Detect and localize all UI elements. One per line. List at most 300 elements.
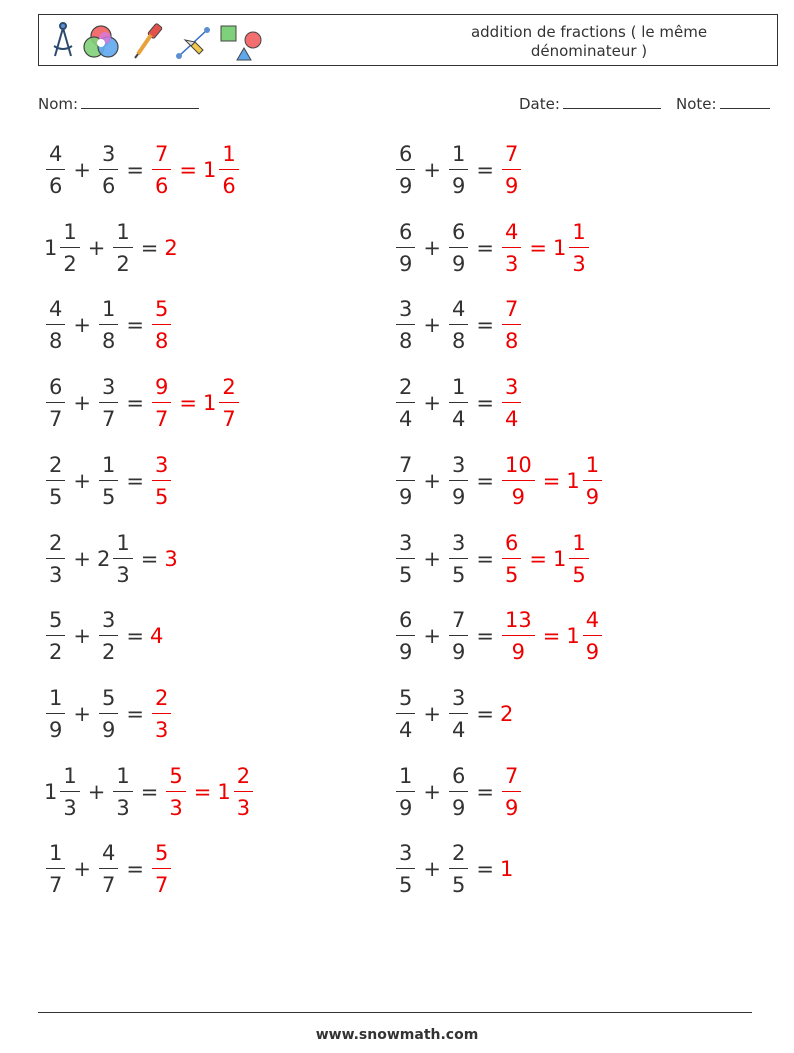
fraction-bar: [113, 791, 132, 792]
fraction: [569, 220, 588, 276]
fraction: [583, 608, 602, 664]
fraction-bar: [99, 169, 118, 170]
fraction-bar: [113, 247, 132, 248]
fraction-bar: [449, 480, 468, 481]
denominator: 5: [572, 562, 586, 587]
fraction-bar: [152, 868, 171, 869]
whole-number: 1: [217, 779, 231, 804]
plus-sign: +: [73, 158, 91, 182]
fraction: [152, 841, 171, 897]
plus-sign: +: [423, 313, 441, 338]
fraction-bar: [396, 791, 415, 792]
whole-number: 1: [552, 546, 567, 571]
numerator: 2: [49, 452, 63, 477]
numerator: 1: [222, 142, 236, 166]
denominator: 9: [49, 717, 63, 742]
denominator: 9: [511, 484, 526, 509]
fraction: [396, 531, 415, 587]
fraction-bar: [99, 868, 118, 869]
whole-number: 2: [96, 546, 111, 571]
numerator: 1: [116, 219, 130, 244]
fraction: [46, 297, 65, 353]
fraction: [166, 764, 185, 820]
fraction-bar: [46, 324, 65, 325]
fraction: [449, 841, 468, 897]
fraction-bar: [396, 558, 415, 559]
date-field[interactable]: [519, 94, 661, 113]
equals-sign: =: [126, 313, 144, 338]
denominator: 9: [451, 484, 466, 509]
plus-sign: +: [73, 701, 91, 726]
denominator: 9: [504, 174, 519, 198]
equals-sign: =: [476, 624, 494, 649]
numerator: 4: [49, 142, 63, 166]
equals-sign: =: [476, 235, 494, 260]
denominator: 4: [451, 407, 466, 432]
denominator: 3: [236, 795, 251, 820]
fraction-bar: [152, 402, 171, 403]
fraction: [502, 531, 521, 587]
numerator: 1: [116, 763, 130, 788]
plus-sign: +: [87, 779, 106, 804]
numerator: 1: [63, 763, 77, 788]
numerator: 7: [399, 452, 413, 477]
denominator: 7: [101, 407, 116, 432]
problem-row: [44, 836, 173, 902]
equals-sign: =: [126, 624, 144, 649]
fraction: [502, 453, 535, 509]
plus-sign: +: [423, 857, 441, 882]
fraction-bar: [502, 247, 521, 248]
fraction: [99, 297, 118, 353]
denominator: 3: [116, 795, 130, 820]
problem-row: [44, 370, 241, 436]
footer-url: www.snowmath.com: [315, 1027, 479, 1043]
fraction: [396, 764, 415, 820]
worksheet-header: [38, 14, 778, 66]
compass-icon: [54, 23, 72, 56]
numerator: 6: [399, 608, 413, 633]
denominator: 8: [504, 329, 519, 354]
denominator: 6: [49, 174, 63, 198]
fraction: [113, 220, 132, 276]
problem-row: [394, 215, 591, 281]
fraction: [46, 453, 65, 509]
denominator: 9: [101, 717, 116, 742]
fraction-bar: [449, 635, 468, 636]
numerator: 1: [63, 219, 77, 244]
fraction-bar: [502, 169, 521, 170]
fraction-bar: [449, 868, 468, 869]
fraction: [449, 297, 468, 353]
plus-sign: +: [87, 235, 106, 260]
numerator: 1: [399, 763, 413, 788]
vector-pen-icon: [176, 27, 210, 59]
problem-row: [44, 448, 173, 514]
plus-sign: +: [423, 546, 441, 571]
fraction: [152, 142, 171, 198]
denominator: 5: [451, 562, 466, 587]
fraction-bar: [46, 558, 65, 559]
denominator: 3: [572, 251, 586, 276]
equals-sign: =: [193, 779, 212, 804]
numerator: 5: [49, 608, 63, 633]
fraction-bar: [113, 558, 132, 559]
fraction-bar: [46, 868, 65, 869]
score-blank-line[interactable]: [720, 94, 770, 109]
fraction-bar: [583, 635, 602, 636]
worksheet-title: [419, 23, 759, 61]
fraction: [152, 453, 171, 509]
numerator: 3: [101, 142, 116, 166]
fraction-bar: [396, 247, 415, 248]
problem-row: [394, 292, 523, 358]
denominator: 5: [504, 562, 519, 587]
denominator: 8: [49, 329, 63, 354]
fraction-bar: [396, 868, 415, 869]
numerator: 6: [399, 219, 413, 244]
fraction: [449, 686, 468, 742]
problem-row: [394, 681, 513, 747]
equals-sign: =: [140, 546, 159, 571]
denominator: 9: [585, 484, 600, 509]
fraction: [99, 841, 118, 897]
equals-sign: =: [476, 391, 494, 416]
equals-sign: =: [140, 235, 159, 260]
problem-row: [44, 603, 163, 669]
fraction-bar: [219, 402, 238, 403]
numerator: 4: [451, 297, 466, 322]
denominator: 7: [49, 407, 63, 432]
answer-integer: 4: [149, 624, 164, 649]
shapes-icon: [221, 26, 261, 60]
name-field[interactable]: [38, 94, 199, 113]
fraction-bar: [502, 635, 535, 636]
equals-sign: =: [476, 779, 494, 804]
date-blank-line[interactable]: [563, 94, 661, 109]
fraction: [60, 220, 79, 276]
denominator: 8: [451, 329, 466, 354]
problem-row: [44, 215, 178, 281]
fraction-bar: [152, 480, 171, 481]
plus-sign: +: [423, 391, 441, 416]
fraction: [449, 220, 468, 276]
fraction-bar: [99, 402, 118, 403]
fraction-bar: [449, 169, 468, 170]
equals-sign: =: [140, 779, 159, 804]
title-line-1: addition de fractions ( le même: [470, 23, 708, 41]
fraction: [152, 297, 171, 353]
fraction-bar: [396, 169, 415, 170]
numerator: 3: [399, 297, 413, 322]
fraction-bar: [502, 480, 535, 481]
fraction: [99, 453, 118, 509]
name-blank-line[interactable]: [81, 94, 199, 109]
fraction-bar: [152, 169, 171, 170]
denominator: 9: [399, 174, 413, 198]
problem-row: [44, 292, 173, 358]
denominator: 9: [451, 795, 466, 820]
equals-sign: =: [529, 235, 547, 260]
plus-sign: +: [73, 546, 91, 571]
denominator: 9: [399, 251, 413, 276]
numerator: 10: [504, 452, 532, 477]
fraction: [396, 608, 415, 664]
denominator: 2: [101, 640, 116, 665]
numerator: 13: [504, 608, 532, 633]
fraction-bar: [152, 324, 171, 325]
score-label: Note:: [676, 95, 717, 113]
date-label: Date:: [519, 95, 560, 113]
numerator: 6: [504, 530, 519, 555]
denominator: 6: [101, 174, 116, 198]
denominator: 2: [49, 640, 63, 665]
plus-sign: +: [423, 468, 441, 493]
fraction-bar: [396, 402, 415, 403]
fraction-bar: [502, 558, 521, 559]
problem-row: [394, 759, 523, 825]
numerator: 4: [101, 841, 116, 866]
denominator: 9: [399, 795, 413, 820]
problem-row: [394, 526, 591, 592]
fraction: [502, 220, 521, 276]
fraction: [449, 764, 468, 820]
numerator: 1: [101, 452, 116, 477]
denominator: 8: [399, 329, 413, 354]
plus-sign: +: [73, 857, 91, 882]
fraction: [99, 375, 118, 431]
denominator: 5: [101, 484, 116, 509]
fraction: [396, 220, 415, 276]
equals-sign: =: [179, 158, 197, 182]
header-icon-strip: [45, 18, 285, 64]
score-field[interactable]: [676, 94, 770, 113]
equals-sign: =: [126, 158, 144, 182]
fraction: [46, 686, 65, 742]
numerator: 3: [451, 452, 466, 477]
fraction: [396, 453, 415, 509]
denominator: 5: [451, 873, 466, 898]
problem-row: [44, 526, 178, 592]
plus-sign: +: [73, 624, 91, 649]
denominator: 9: [451, 640, 466, 665]
fraction: [396, 142, 415, 198]
plus-sign: +: [423, 235, 441, 260]
denominator: 2: [116, 251, 130, 276]
fraction: [99, 142, 118, 198]
denominator: 9: [399, 640, 413, 665]
fraction: [396, 686, 415, 742]
numerator: 5: [399, 685, 413, 710]
plus-sign: +: [423, 158, 441, 182]
problem-row: [44, 759, 255, 825]
fraction: [449, 375, 468, 431]
answer-integer: 2: [164, 235, 178, 260]
fraction-bar: [152, 713, 171, 714]
fraction: [449, 142, 468, 198]
equals-sign: =: [179, 391, 197, 416]
numerator: 1: [116, 530, 130, 555]
fraction-bar: [99, 713, 118, 714]
fraction: [46, 608, 65, 664]
numerator: 1: [451, 142, 466, 166]
fraction-bar: [449, 791, 468, 792]
fraction-bar: [46, 713, 65, 714]
numerator: 5: [154, 297, 169, 322]
numerator: 5: [154, 841, 169, 866]
denominator: 5: [49, 484, 63, 509]
denominator: 3: [63, 795, 77, 820]
numerator: 3: [451, 685, 466, 710]
denominator: 7: [222, 407, 236, 432]
plus-sign: +: [423, 701, 441, 726]
numerator: 6: [451, 219, 466, 244]
numerator: 5: [169, 763, 183, 788]
equals-sign: =: [476, 546, 494, 571]
fraction-bar: [60, 247, 79, 248]
numerator: 1: [572, 530, 586, 555]
equals-sign: =: [476, 468, 494, 493]
fraction: [60, 764, 79, 820]
fraction: [502, 375, 521, 431]
numerator: 3: [399, 841, 413, 866]
equals-sign: =: [476, 158, 494, 182]
numerator: 3: [101, 375, 116, 400]
fraction-bar: [99, 324, 118, 325]
problem-row: [394, 448, 604, 514]
equals-sign: =: [476, 857, 494, 882]
fraction: [152, 686, 171, 742]
footer-divider: [38, 1012, 752, 1013]
whole-number: 1: [202, 391, 217, 416]
fraction: [396, 841, 415, 897]
whole-number: 1: [552, 235, 567, 260]
equals-sign: =: [476, 701, 494, 726]
numerator: 3: [154, 452, 169, 477]
numerator: 7: [504, 297, 519, 322]
equals-sign: =: [542, 468, 561, 493]
numerator: 4: [585, 608, 600, 633]
denominator: 4: [451, 717, 466, 742]
numerator: 1: [585, 452, 600, 477]
equals-sign: =: [126, 391, 144, 416]
numerator: 7: [504, 142, 519, 166]
numerator: 1: [451, 375, 466, 400]
equals-sign: =: [529, 546, 547, 571]
numerator: 5: [101, 685, 116, 710]
color-wheel-icon: [84, 26, 118, 57]
fraction-bar: [449, 558, 468, 559]
denominator: 3: [504, 251, 519, 276]
fraction: [502, 297, 521, 353]
problem-row: [394, 370, 523, 436]
problem-row: [394, 603, 604, 669]
denominator: 7: [101, 873, 116, 898]
denominator: 8: [101, 329, 116, 354]
whole-number: 1: [202, 158, 217, 182]
fraction-bar: [46, 635, 65, 636]
plus-sign: +: [73, 391, 91, 416]
denominator: 3: [154, 717, 169, 742]
denominator: 9: [451, 251, 466, 276]
fraction-bar: [449, 324, 468, 325]
denominator: 3: [49, 562, 63, 587]
fraction-bar: [583, 480, 602, 481]
whole-number: 1: [44, 779, 58, 804]
equals-sign: =: [126, 468, 144, 493]
fraction-bar: [502, 402, 521, 403]
answer-integer: 1: [499, 857, 514, 882]
fraction: [569, 531, 588, 587]
numerator: 3: [451, 530, 466, 555]
plus-sign: +: [423, 779, 441, 804]
eyedropper-icon: [135, 23, 163, 58]
fraction-bar: [502, 791, 521, 792]
denominator: 8: [154, 329, 169, 354]
fraction-bar: [60, 791, 79, 792]
numerator: 6: [451, 763, 466, 788]
problem-row: [394, 137, 523, 203]
fraction: [219, 142, 238, 198]
denominator: 5: [154, 484, 169, 509]
denominator: 3: [169, 795, 183, 820]
fraction-bar: [46, 480, 65, 481]
fraction: [502, 608, 535, 664]
problem-row: [44, 681, 173, 747]
answer-integer: 2: [499, 701, 514, 726]
numerator: 1: [49, 685, 63, 710]
numerator: 2: [451, 841, 466, 866]
denominator: 9: [504, 795, 519, 820]
fraction: [396, 375, 415, 431]
numerator: 4: [504, 219, 519, 244]
numerator: 3: [504, 375, 519, 400]
fraction: [449, 608, 468, 664]
numerator: 2: [236, 763, 251, 788]
numerator: 7: [504, 763, 519, 788]
name-label: Nom:: [38, 95, 79, 113]
fraction-bar: [502, 324, 521, 325]
numerator: 1: [101, 297, 116, 322]
fraction: [113, 531, 132, 587]
denominator: 4: [504, 407, 519, 432]
fraction-bar: [449, 713, 468, 714]
fraction: [46, 841, 65, 897]
denominator: 9: [451, 174, 466, 198]
fraction-bar: [569, 247, 588, 248]
fraction: [234, 764, 253, 820]
fraction: [46, 375, 65, 431]
equals-sign: =: [476, 313, 494, 338]
equals-sign: =: [126, 857, 144, 882]
numerator: 1: [49, 841, 63, 866]
fraction-bar: [396, 480, 415, 481]
fraction: [583, 453, 602, 509]
fraction-bar: [396, 713, 415, 714]
answer-integer: 3: [164, 546, 178, 571]
fraction-bar: [449, 402, 468, 403]
plus-sign: +: [423, 624, 441, 649]
fraction-bar: [396, 635, 415, 636]
fraction-bar: [99, 635, 118, 636]
fraction: [449, 453, 468, 509]
fraction-bar: [166, 791, 185, 792]
problem-row: [394, 836, 513, 902]
denominator: 5: [399, 873, 413, 898]
equals-sign: =: [126, 701, 144, 726]
denominator: 4: [399, 717, 413, 742]
fraction-bar: [396, 324, 415, 325]
